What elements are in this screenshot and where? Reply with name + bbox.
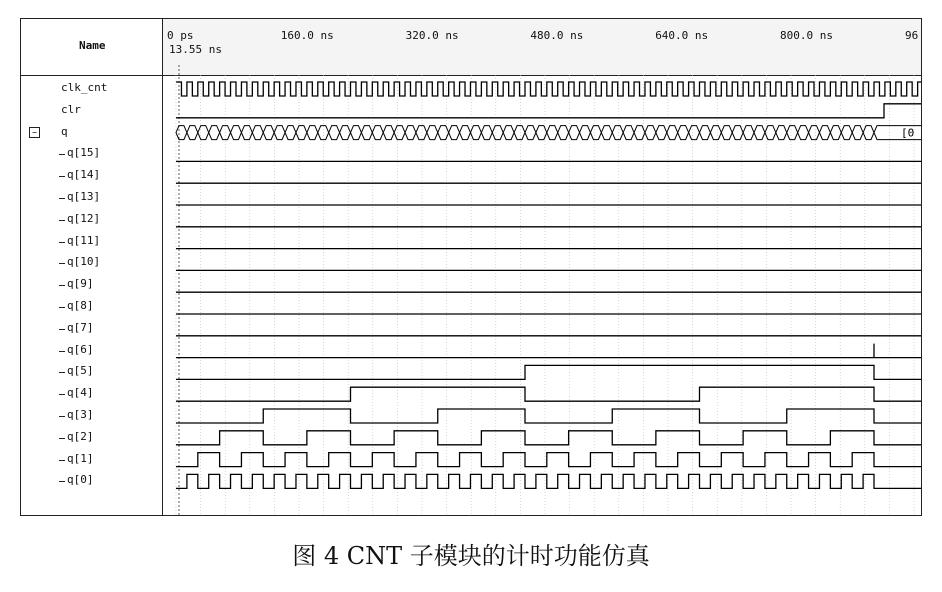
time-tick-label: 640.0 ns xyxy=(655,29,709,42)
bus-segment xyxy=(525,126,536,140)
time-tick-label: 96 xyxy=(905,29,919,42)
bus-segment xyxy=(460,126,471,140)
waveform-q1 xyxy=(176,453,921,467)
signal-label[interactable]: clk_cnt xyxy=(61,81,108,94)
bus-segment xyxy=(656,126,667,140)
bus-segment xyxy=(481,126,492,140)
signal-label[interactable]: q[13] xyxy=(67,190,101,203)
bus-segment xyxy=(710,126,721,140)
bus-segment xyxy=(700,126,711,140)
signal-label[interactable]: q[15] xyxy=(67,146,101,160)
time-tick-label: 800.0 ns xyxy=(780,29,833,42)
waveform-window xyxy=(20,18,922,516)
signal-label[interactable]: q[11] xyxy=(67,233,101,247)
bus-segment xyxy=(187,126,198,140)
signal-label[interactable]: clr xyxy=(61,102,81,116)
bus-segment xyxy=(296,126,307,140)
bus-segment xyxy=(492,126,503,140)
bus-segment xyxy=(231,126,242,140)
bus-segment xyxy=(514,126,525,140)
waveform-clr xyxy=(176,104,921,118)
bus-segment xyxy=(601,126,612,140)
signal-label[interactable]: q[12] xyxy=(67,211,101,225)
bus-segment xyxy=(318,126,329,140)
bus-segment xyxy=(558,126,569,140)
bus-segment xyxy=(307,126,318,140)
signal-label[interactable]: q[10] xyxy=(67,255,101,269)
figure-caption: 图 4 CNT 子模块的计时功能仿真 xyxy=(292,542,650,570)
bus-segment xyxy=(798,126,809,140)
collapse-icon[interactable]: − xyxy=(29,127,40,138)
bus-value-label: [0 xyxy=(901,126,915,140)
bus-segment xyxy=(198,126,209,140)
waveform-q0 xyxy=(176,474,921,488)
bus-segment xyxy=(841,126,852,140)
bus-segment xyxy=(547,126,558,140)
bus-segment xyxy=(361,126,372,140)
bus-segment xyxy=(351,126,362,140)
bus-segment xyxy=(819,126,830,140)
waveform-q3 xyxy=(176,409,921,423)
bus-segment xyxy=(209,126,220,140)
bus-segment xyxy=(787,126,798,140)
cursor-time-label: 13.55 ns xyxy=(169,43,222,56)
time-tick-label: 480.0 ns xyxy=(530,29,584,42)
bus-segment xyxy=(776,126,787,140)
waveform-area[interactable] xyxy=(21,19,921,515)
bus-segment xyxy=(383,126,394,140)
bus-segment xyxy=(732,126,743,140)
signal-label[interactable]: q[9] xyxy=(67,277,94,291)
bus-segment xyxy=(667,126,678,140)
bus-segment xyxy=(438,126,449,140)
bus-segment xyxy=(176,126,187,140)
bus-segment xyxy=(470,126,481,140)
bus-segment xyxy=(830,126,841,140)
signal-label[interactable]: q[3] xyxy=(67,408,94,421)
time-tick-label: 0 ps xyxy=(167,29,194,42)
waveform-clk_cnt xyxy=(176,82,921,96)
bus-segment xyxy=(503,126,514,140)
bus-segment xyxy=(743,126,754,140)
bus-segment xyxy=(329,126,340,140)
waveform-q6 xyxy=(176,344,921,358)
bus-segment xyxy=(645,126,656,140)
bus-segment xyxy=(449,126,460,140)
signal-label[interactable]: q xyxy=(61,124,68,138)
bus-segment xyxy=(678,126,689,140)
time-tick-label: 320.0 ns xyxy=(405,29,459,42)
bus-segment xyxy=(416,126,427,140)
bus-segment xyxy=(427,126,438,140)
bus-segment xyxy=(285,126,296,140)
waveform-q2 xyxy=(176,431,921,445)
signal-label[interactable]: q[5] xyxy=(67,364,94,378)
bus-segment xyxy=(721,126,732,140)
signal-label[interactable]: q[0] xyxy=(67,473,94,487)
bus-segment xyxy=(689,126,700,140)
bus-segment xyxy=(754,126,765,140)
bus-segment xyxy=(405,126,416,140)
signal-label[interactable]: q[7] xyxy=(67,320,94,334)
bus-segment xyxy=(252,126,263,140)
name-header-label: Name xyxy=(79,39,106,52)
waveform-q5 xyxy=(176,365,921,379)
bus-segment xyxy=(263,126,274,140)
bus-segment xyxy=(569,126,580,140)
bus-segment xyxy=(580,126,591,140)
signal-label[interactable]: q[2] xyxy=(67,429,94,443)
signal-label[interactable]: q[8] xyxy=(67,299,94,312)
bus-segment xyxy=(612,126,623,140)
signal-label[interactable]: q[14] xyxy=(67,168,101,182)
bus-segment xyxy=(394,126,405,140)
bus-segment xyxy=(809,126,820,140)
bus-segment xyxy=(852,126,863,140)
bus-segment xyxy=(590,126,601,140)
signal-label[interactable]: q[1] xyxy=(67,451,94,465)
bus-segment xyxy=(274,126,285,140)
bus-segment xyxy=(623,126,634,140)
bus-segment xyxy=(241,126,252,140)
signal-label[interactable]: q[6] xyxy=(67,342,94,356)
bus-segment xyxy=(372,126,383,140)
signal-label[interactable]: q[4] xyxy=(67,386,94,400)
bus-segment xyxy=(340,126,351,140)
waveform-q4 xyxy=(176,387,921,401)
time-tick-label: 160.0 ns xyxy=(280,29,334,42)
